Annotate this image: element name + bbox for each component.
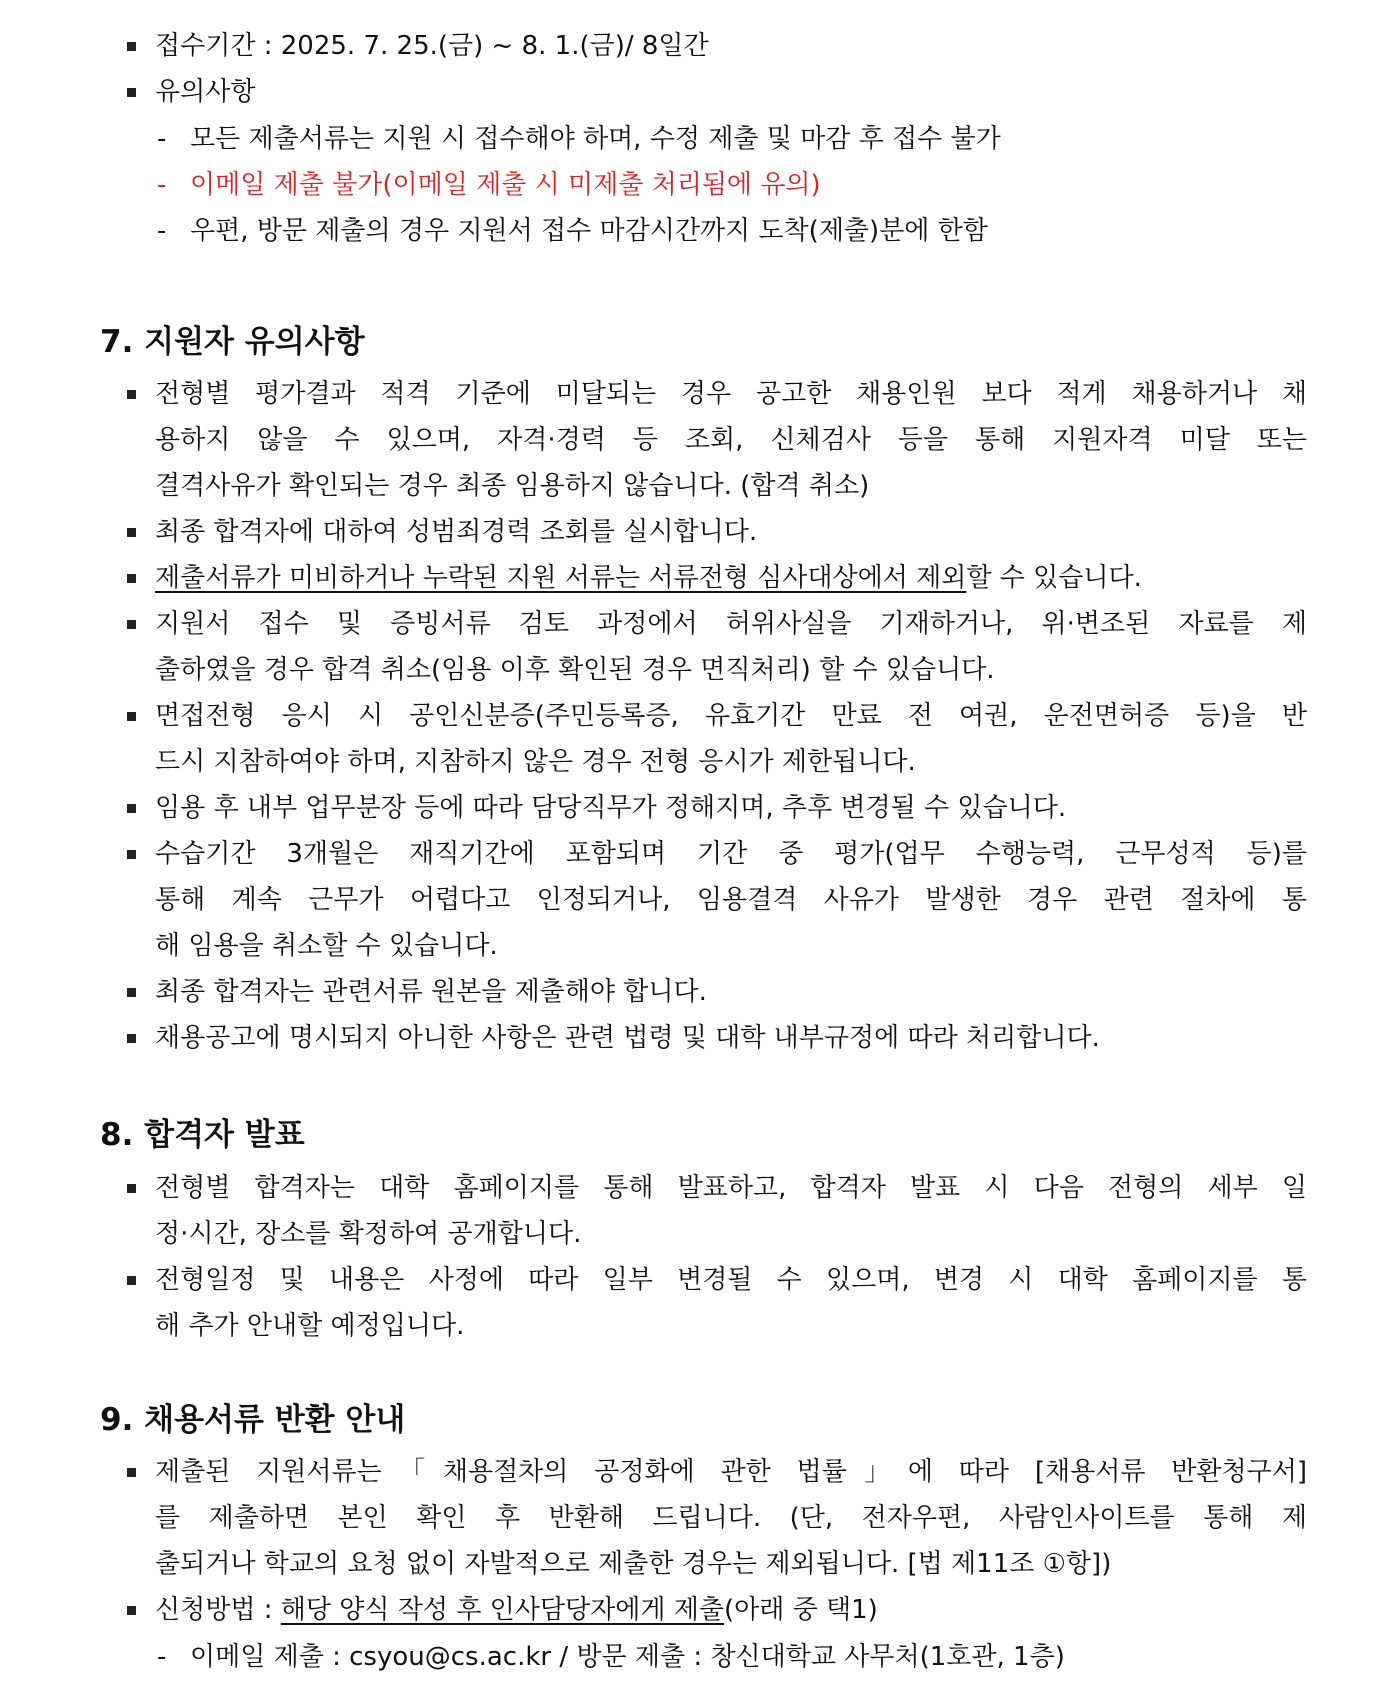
bullet-marker [127,42,136,51]
bullet-marker [127,620,136,629]
s7-b8: 최종 합격자는 관련서류 원본을 제출해야 합니다. [155,977,707,1007]
note-item: 모든 제출서류는 지원 시 접수해야 하며, 수정 제출 및 마감 후 접수 불가 [190,124,1001,154]
s7-b5-line2: 드시 지참하여야 하며, 지참하지 않은 경우 전형 응시가 제한됩니다. [155,747,916,777]
s7-b7-line1: 수습기간 3개월은 재직기간에 포함되며 기간 중 평가(업무 수행능력, 근무성적 등)를 [155,839,1307,869]
s7-b4-line1: 지원서 접수 및 증빙서류 검토 과정에서 허위사실을 기재하거나, 위·변조된 자료를 제 [155,609,1307,639]
bullet-marker [127,1276,136,1285]
dash-marker: - [157,170,167,200]
s7-b2: 최종 합격자에 대하여 성범죄경력 조회를 실시합니다. [155,517,758,547]
s7-b3-rest: 할 수 있습니다. [966,563,1142,593]
bullet-marker [127,574,136,583]
dash-marker: - [157,124,167,154]
bullet-marker [127,1468,136,1477]
s7-b1-line2: 용하지 않을 수 있으며, 자격·경력 등 조회, 신체검사 등을 통해 지원자격 미달 또는 [155,425,1307,455]
s8-b2-line2: 해 추가 안내할 예정입니다. [155,1311,465,1341]
s7-b1-line1: 전형별 평가결과 적격 기준에 미달되는 경우 공고한 채용인원 보다 적게 채용하거나 채 [155,379,1307,409]
section-7-title: 7. 지원자 유의사항 [100,324,365,360]
bullet-marker [127,712,136,721]
s9-b1-line1: 제출된 지원서류는「채용절차의 공정화에 관한 법률」에 따라 [채용서류 반환청구서] [155,1457,1307,1487]
s7-b1-line3: 결격사유가 확인되는 경우 최종 임용하지 않습니다. (합격 취소) [155,471,870,501]
bullet-marker [127,1184,136,1193]
s9-b2-underlined: 해당 양식 작성 후 인사담당자에게 제출 [280,1595,724,1625]
s8-b2-line1: 전형일정 및 내용은 사정에 따라 일부 변경될 수 있으며, 변경 시 대학 홈페이지를 통 [155,1265,1307,1295]
note-item-warning: 이메일 제출 불가(이메일 제출 시 미제출 처리됨에 유의) [190,170,821,200]
bullet-marker [127,528,136,537]
section-9-title: 9. 채용서류 반환 안내 [100,1402,406,1438]
dash-marker: - [157,1642,167,1672]
s7-b3 [155,561,1142,595]
s9-b2-prefix: 신청방법 : [155,1595,281,1625]
dash-marker: - [157,216,167,246]
bullet-marker [127,1034,136,1043]
s9-b2-sub: 이메일 제출 : csyou@cs.ac.kr / 방문 제출 : 창신대학교 사무처(1호관, 1층) [190,1642,1065,1672]
bullet-marker [127,988,136,997]
s8-b1-line2: 정·시간, 장소를 확정하여 공개합니다. [155,1219,582,1249]
bullet-marker [127,390,136,399]
s9-b1-line2: 를 제출하면 본인 확인 후 반환해 드립니다. (단, 전자우편, 사람인사이트를 통해 제 [155,1503,1307,1533]
s7-b5-line1: 면접전형 응시 시 공인신분증(주민등록증, 유효기간 만료 전 여권, 운전면허증 등)을 반 [155,701,1307,731]
s7-b9: 채용공고에 명시되지 아니한 사항은 관련 법령 및 대학 내부규정에 따라 처리합니다. [155,1023,1100,1053]
bullet-marker [127,850,136,859]
s7-b7-line3: 해 임용을 취소할 수 있습니다. [155,931,498,961]
s7-b4-line2: 출하였을 경우 합격 취소(임용 이후 확인된 경우 면직처리) 할 수 있습니다. [155,655,995,685]
s7-b6: 임용 후 내부 업무분장 등에 따라 담당직무가 정해지며, 추후 변경될 수 있습니다. [155,793,1067,823]
reception-period: 접수기간 : 2025. 7. 25.(금) ~ 8. 1.(금)/ 8일간 [155,31,709,61]
s8-b1-line1: 전형별 합격자는 대학 홈페이지를 통해 발표하고, 합격자 발표 시 다음 전형의 세부 일 [155,1173,1307,1203]
bullet-marker [127,88,136,97]
s9-b2-suffix: (아래 중 택1) [723,1595,878,1625]
s9-b2 [155,1593,878,1627]
section-8-title: 8. 합격자 발표 [100,1117,305,1153]
notes-title: 유의사항 [155,77,256,107]
bullet-marker [127,804,136,813]
s7-b7-line2: 통해 계속 근무가 어렵다고 인정되거나, 임용결격 사유가 발생한 경우 관련 절차에 통 [155,885,1307,915]
bullet-marker [127,1606,136,1615]
s7-b3-underlined: 제출서류가 미비하거나 누락된 지원 서류는 서류전형 심사대상에서 제외 [155,563,967,593]
note-item: 우편, 방문 제출의 경우 지원서 접수 마감시간까지 도착(제출)분에 한함 [190,216,988,246]
s9-b1-line3: 출되거나 학교의 요청 없이 자발적으로 제출한 경우는 제외됩니다. [법 제11조 ①항]) [155,1549,1112,1579]
